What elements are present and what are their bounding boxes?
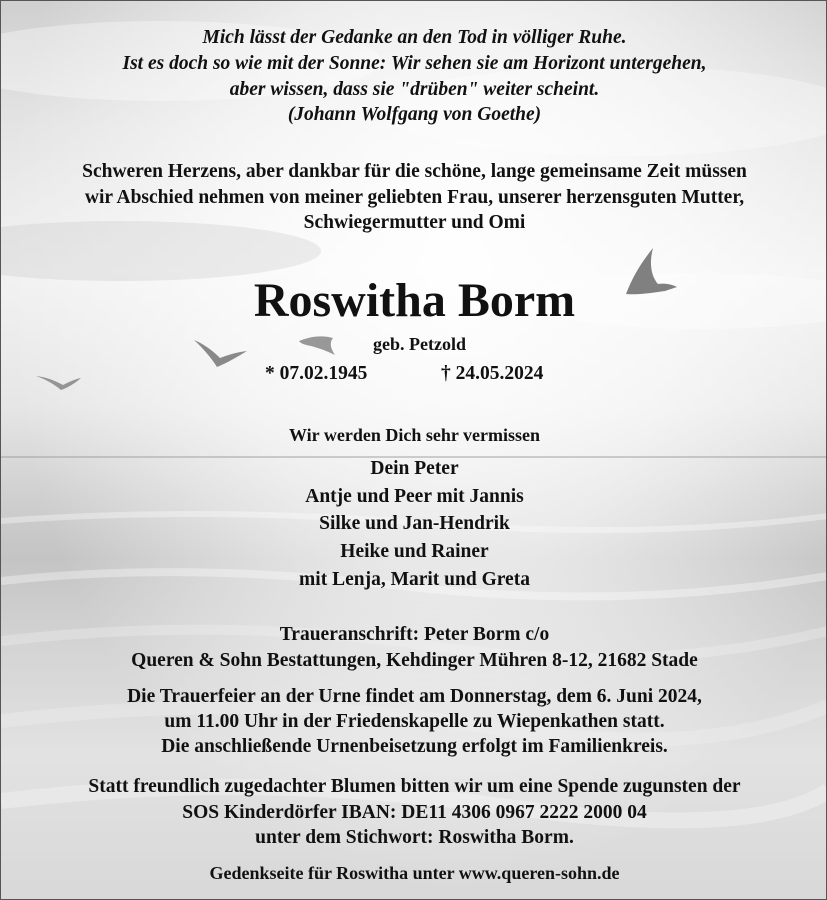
quote-line: aber wissen, dass sie "drüben" weiter scheint. — [229, 79, 600, 100]
intro-line: Schweren Herzens, aber dankbar für die schöne, lange gemeinsame Zeit müssen — [82, 161, 747, 182]
ceremony-line: um 11.00 Uhr in der Friedenskapelle zu Wiepenkathen statt. — [164, 711, 665, 732]
quote-line: Ist es doch so wie mit der Sonne: Wir sehen sie am Horizont untergehen, — [122, 53, 707, 74]
quote-line: Mich lässt der Gedanke an den Tod in völliger Ruhe. — [202, 27, 627, 48]
birth-date: * 07.02.1945 — [265, 363, 368, 384]
maiden-name: geb. Petzold — [373, 334, 466, 354]
mourner-line: Dein Peter — [370, 458, 459, 479]
mourner-line: Antje und Peer mit Jannis — [305, 486, 524, 507]
donation-line: Statt freundlich zugedachter Blumen bitten wir um eine Spende zugunsten der — [88, 776, 741, 797]
mourner-line: Silke und Jan-Hendrik — [319, 513, 510, 534]
intro-line: Schwiegermutter und Omi — [303, 212, 526, 233]
death-date: † 24.05.2024 — [441, 363, 544, 384]
mourner-line: mit Lenja, Marit und Greta — [299, 569, 530, 590]
ceremony-line: Die Trauerfeier an der Urne findet am Donnerstag, dem 6. Juni 2024, — [127, 686, 702, 707]
deceased-name: Roswitha Borm — [253, 274, 576, 327]
mourner-line: Heike und Rainer — [340, 541, 489, 562]
memorial-link[interactable]: Gedenkseite für Roswitha unter www.queren-sohn.de — [209, 863, 620, 883]
address-line: Traueranschrift: Peter Borm c/o — [279, 624, 550, 645]
address-line: Queren & Sohn Bestattungen, Kehdinger Mühren 8-12, 21682 Stade — [131, 650, 698, 671]
donation-line: unter dem Stichwort: Roswitha Borm. — [255, 827, 574, 848]
sea-background — [1, 1, 827, 900]
intro-line: wir Abschied nehmen von meiner geliebten Frau, unserer herzensguten Mutter, — [84, 187, 745, 208]
donation-line: SOS Kinderdörfer IBAN: DE11 4306 0967 2222 2000 04 — [182, 802, 647, 823]
ceremony-line: Die anschließende Urnenbeisetzung erfolgt im Familienkreis. — [161, 736, 668, 757]
farewell-text: Wir werden Dich sehr vermissen — [289, 425, 540, 445]
seagull-icon — [36, 376, 81, 390]
quote-author: (Johann Wolfgang von Goethe) — [287, 104, 542, 125]
